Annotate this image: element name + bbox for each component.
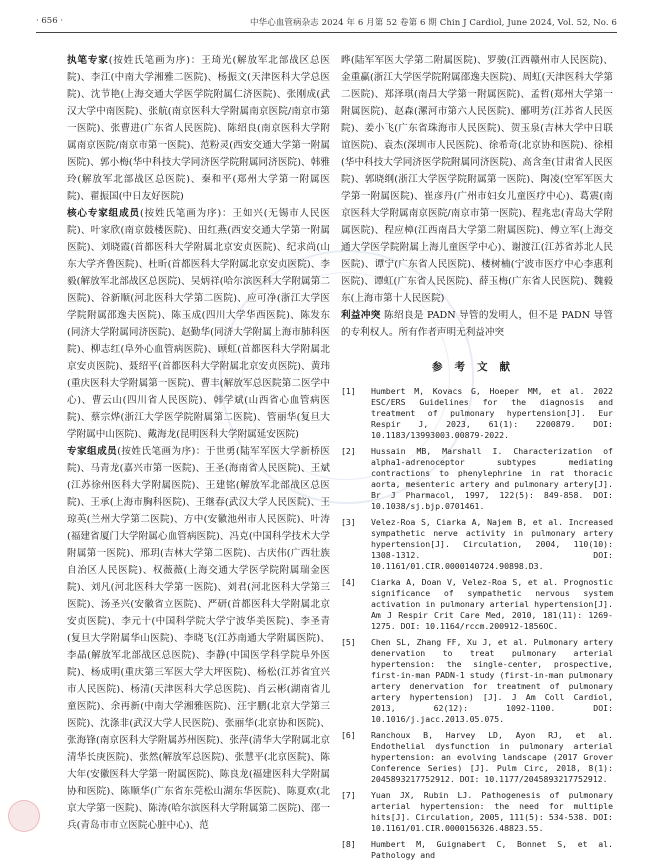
reference-number: [8]: [341, 839, 356, 849]
journal-citation: 中华心血管病杂志 2024 年 6 月第 52 卷第 6 期 Chin J Cardiol, June 2024, Vol. 52, No. 6: [250, 18, 617, 28]
section-lead: 核心专家组成员: [67, 208, 140, 219]
reference-item: [341, 637, 613, 725]
core-experts-paragraph: [67, 205, 330, 443]
reference-number: [1]: [341, 386, 356, 396]
reference-item: [341, 790, 613, 834]
reference-number: [4]: [341, 577, 356, 587]
reference-item: [341, 730, 613, 785]
paragraph-text: 晔(陆军军医大学第二附属医院)、罗骏(江西赣州市人民医院)、金重赢(浙江大学医学院附属邵逸夫医院)、周虹(天津医科大学第二医院)、郑泽琪(南昌大学第一附属医院)、孟哲(郑州大学第一附属医院)、赵森(漯河市第六人民医院)、郦明芳(江苏省人民医院)、姜小飞(广东省珠海市人民医院)、贺玉泉(吉林大学中日联谊医院)、袁杰(深圳市人民医院)、徐希奇(北京协和医院)、徐相(华中科技大学同济医学院附属同济医院)、高含奎(甘肃省人民医院)、郭晓纲(浙江大学医学院附属第一医院)、陶凌(空军军医大学第一附属医院)、崔彦丹(广州市妇女儿童医疗中心)、葛震(南京医科大学附属南京医院/南京市第一医院)、程兆忠(青岛大学附属医院)、程应樟(江西南昌大学第二附属医院)、傅立军(上海交通大学医学院附属上海儿童医学中心)、谢渡江(江苏省苏北人民医院)、谭宁(广东省人民医院)、楼树楠(宁波市医疗中心李惠利医院)、谭虹(广东省人民医院)、薛玉梅(广东省人民医院)、魏毅东(上海市第十人民医院): [341, 55, 613, 304]
expert-group-continued-paragraph: [341, 52, 613, 307]
writing-experts-paragraph: [67, 52, 330, 205]
section-lead: 专家组成员: [67, 446, 118, 457]
conflict-of-interest-paragraph: [341, 307, 613, 341]
reference-text: Yuan JX, Rubin LJ. Pathogenesis of pulmonary arterial hypertension: the need for multiple hits[J]. Circulation, 2005, 111(5): 534-538. DOI: 10.1161/01.CIR.0000156326.48823.55.: [371, 790, 613, 833]
right-column: [341, 52, 613, 866]
section-lead: 利益冲突: [341, 310, 381, 321]
reference-item: [341, 446, 613, 512]
reference-item: [341, 577, 613, 632]
reference-text: Chen SL, Zhang FF, Xu J, et al. Pulmonary artery denervation to treat pulmonary arterial hypertension: the single-center, prospective, first-in-man PADN-1 study (first-in-man pulmonary artery denervation for treatment of pulmonary artery hypertension) [J]. J Am Coll Cardiol, 2013, 62(12): 1092-1100. DOI: 10.1016/j.jacc.2013.05.075.: [371, 637, 613, 724]
paragraph-text: (按姓氏笔画为序)：王如兴(无锡市人民医院)、叶家欣(南京鼓楼医院)、田红燕(西安交通大学第一附属医院)、刘晓霞(首都医科大学附属北京安贞医院)、纪求尚(山东大学齐鲁医院)、杜昕(首都医科大学附属北京安贞医院)、李毅(解放军北部战区总医院)、吴炳祥(哈尔滨医科大学附属第二医院)、谷新顺(河北医科大学第二医院)、应可净(浙江大学医学院附属邵逸夫医院)、陈玉成(四川大学华西医院)、陈发东(同济大学附属同济医院)、赵勤华(同济大学附属上海市肺科医院)、柳志红(阜外心血管病医院)、顾虹(首都医科大学附属北京安贞医院)、聂绍平(首都医科大学附属北京安贞医院)、黄玮(重庆医科大学附属第一医院)、曹丰(解放军总医院第二医学中心)、曹云山(四川省人民医院)、韩学斌(山西省心血管病医院)、蔡宗烨(浙江大学医学院附属第二医院)、管丽华(复旦大学附属中山医院)、戴海龙(昆明医科大学附属延安医院): [67, 208, 330, 440]
reference-text: Ranchoux B, Harvey LD, Ayon RJ, et al. Endothelial dysfunction in pulmonary arterial hypertension: an evolving landscape (2017 Grover Conference Series) [J]. Pulm Circ, 2018, 8(1): 2045893217752912. DOI: 10.1177/2045893217752912.: [371, 730, 613, 784]
paragraph-text: (按姓氏笔画为序)：于世勇(陆军军医大学新桥医院)、马青龙(嘉兴市第一医院)、王圣(海南省人民医院)、王斌(江苏徐州医科大学附属医院)、王建铭(解放军北部战区总医院)、王承(上海市胸科医院)、王继春(武汉大学人民医院)、王琼英(兰州大学第二医院)、方中(安徽池州市人民医院)、叶涛(福建省厦门大学附属心血管病医院)、冯克(中国科学技术大学附属第一医院)、邢玥(吉林大学第二医院)、古庆伟(广西壮族自治区人民医院)、权薇薇(上海交通大学医学院附属瑞金医院)、刘凡(河北医科大学第一医院)、刘君(河北医科大学第三医院)、汤圣兴(安徽省立医院)、严研(首都医科大学附属北京安贞医院)、李元十(中国科学院大学宁波华美医院)、李圣青(复旦大学附属华山医院)、李晓飞(江苏南通大学附属医院)、李晶(解放军北部战区总医院)、李静(中国医学科学院阜外医院)、杨成明(重庆第三军医大学大坪医院)、杨松(江苏省宜兴市人民医院)、杨清(天津医科大学总医院)、肖云彬(湖南省儿童医院)、余再新(中南大学湘雅医院)、汪宇鹏(北京大学第三医院)、沈涤非(武汉大学人民医院)、张丽华(北京协和医院)、张海锋(南京医科大学附属苏州医院)、张萍(清华大学附属北京清华长庚医院)、张然(解放军总医院)、张慧平(北京医院)、陈大年(安徽医科大学第一附属医院)、陈良龙(福建医科大学附属协和医院)、陈顺华(广东省东莞松山湖东华医院)、陈夏欢(北京大学第一医院)、陈涛(哈尔滨医科大学附属第二医院)、邵一兵(青岛市市立医院心脏中心)、范: [67, 446, 331, 831]
left-column: [67, 52, 330, 834]
page-number: · 656 ·: [36, 16, 64, 26]
paragraph-text: (按姓氏笔画为序)：王琦光(解放军北部战区总医院)、李江(中南大学湘雅二医院)、杨振文(天津医科大学总医院)、沈节艳(上海交通大学医学院附属仁济医院)、张刚成(武汉大学中南医院)、张航(南京医科大学附属南京医院/南京市第一医院)、张曹进(广东省人民医院)、陈绍良(南京医科大学附属南京医院/南京市第一医院)、范粉灵(西安交通大学第一附属医院)、郭小梅(华中科技大学同济医学院附属同济医院)、韩雅玲(解放军北部战区总医院)、秦和平(郑州大学第一附属医院)、翟振国(中日友好医院): [67, 55, 330, 202]
reference-number: [2]: [341, 446, 356, 456]
header-rule: [36, 32, 617, 33]
corner-stamp-icon: [8, 800, 40, 832]
reference-item: [341, 839, 613, 861]
reference-text: Humbert M, Kovacs G, Hoeper MM, et al. 2022 ESC/ERS Guidelines for the diagnosis and treatment of pulmonary hypertension[J]. Eur Respir J, 2023, 61(1): 2200879. DOI: 10.1183/13993003.00879-2022.: [371, 386, 613, 440]
reference-item: [341, 517, 613, 572]
reference-text: Velez-Roa S, Ciarka A, Najem B, et al. Increased sympathetic nerve activity in pulmonary artery hypertension[J]. Circulation, 2004, 110(10): 1308-1312. DOI: 10.1161/01.CIR.0000140724.90898.D3.: [371, 517, 613, 571]
references-heading: 参考文献: [432, 361, 522, 373]
page-header: [36, 14, 617, 30]
reference-text: Ciarka A, Doan V, Velez-Roa S, et al. Prognostic significance of sympathetic nervous system activation in pulmonary arterial hypertension[J]. Am J Respir Crit Care Med, 2010, 181(11): 1269-1275. DOI: 10.1164/rccm.200912-1856OC.: [371, 577, 613, 631]
reference-text: Humbert M, Guignabert C, Bonnet S, et al. Pathology and: [371, 839, 613, 860]
reference-number: [3]: [341, 517, 356, 527]
reference-list: [341, 386, 613, 861]
reference-number: [7]: [341, 790, 356, 800]
expert-group-paragraph: [67, 443, 330, 834]
reference-item: [341, 386, 613, 441]
reference-number: [6]: [341, 730, 356, 740]
reference-text: Hussain MB, Marshall I. Characterization of alpha1-adrenoceptor subtypes mediating contractions to phenylephrine in rat thoracic aorta, mesenteric artery and pulmonary artery[J]. Br J Pharmacol, 1997, 122(5): 849-858. DOI: 10.1038/sj.bjp.0701461.: [371, 446, 613, 511]
paragraph-text: 陈绍良是 PADN 导管的发明人，但不是 PADN 导管的专利权人。所有作者声明无利益冲突: [341, 310, 613, 338]
reference-number: [5]: [341, 637, 356, 647]
section-lead: 执笔专家: [67, 55, 109, 66]
